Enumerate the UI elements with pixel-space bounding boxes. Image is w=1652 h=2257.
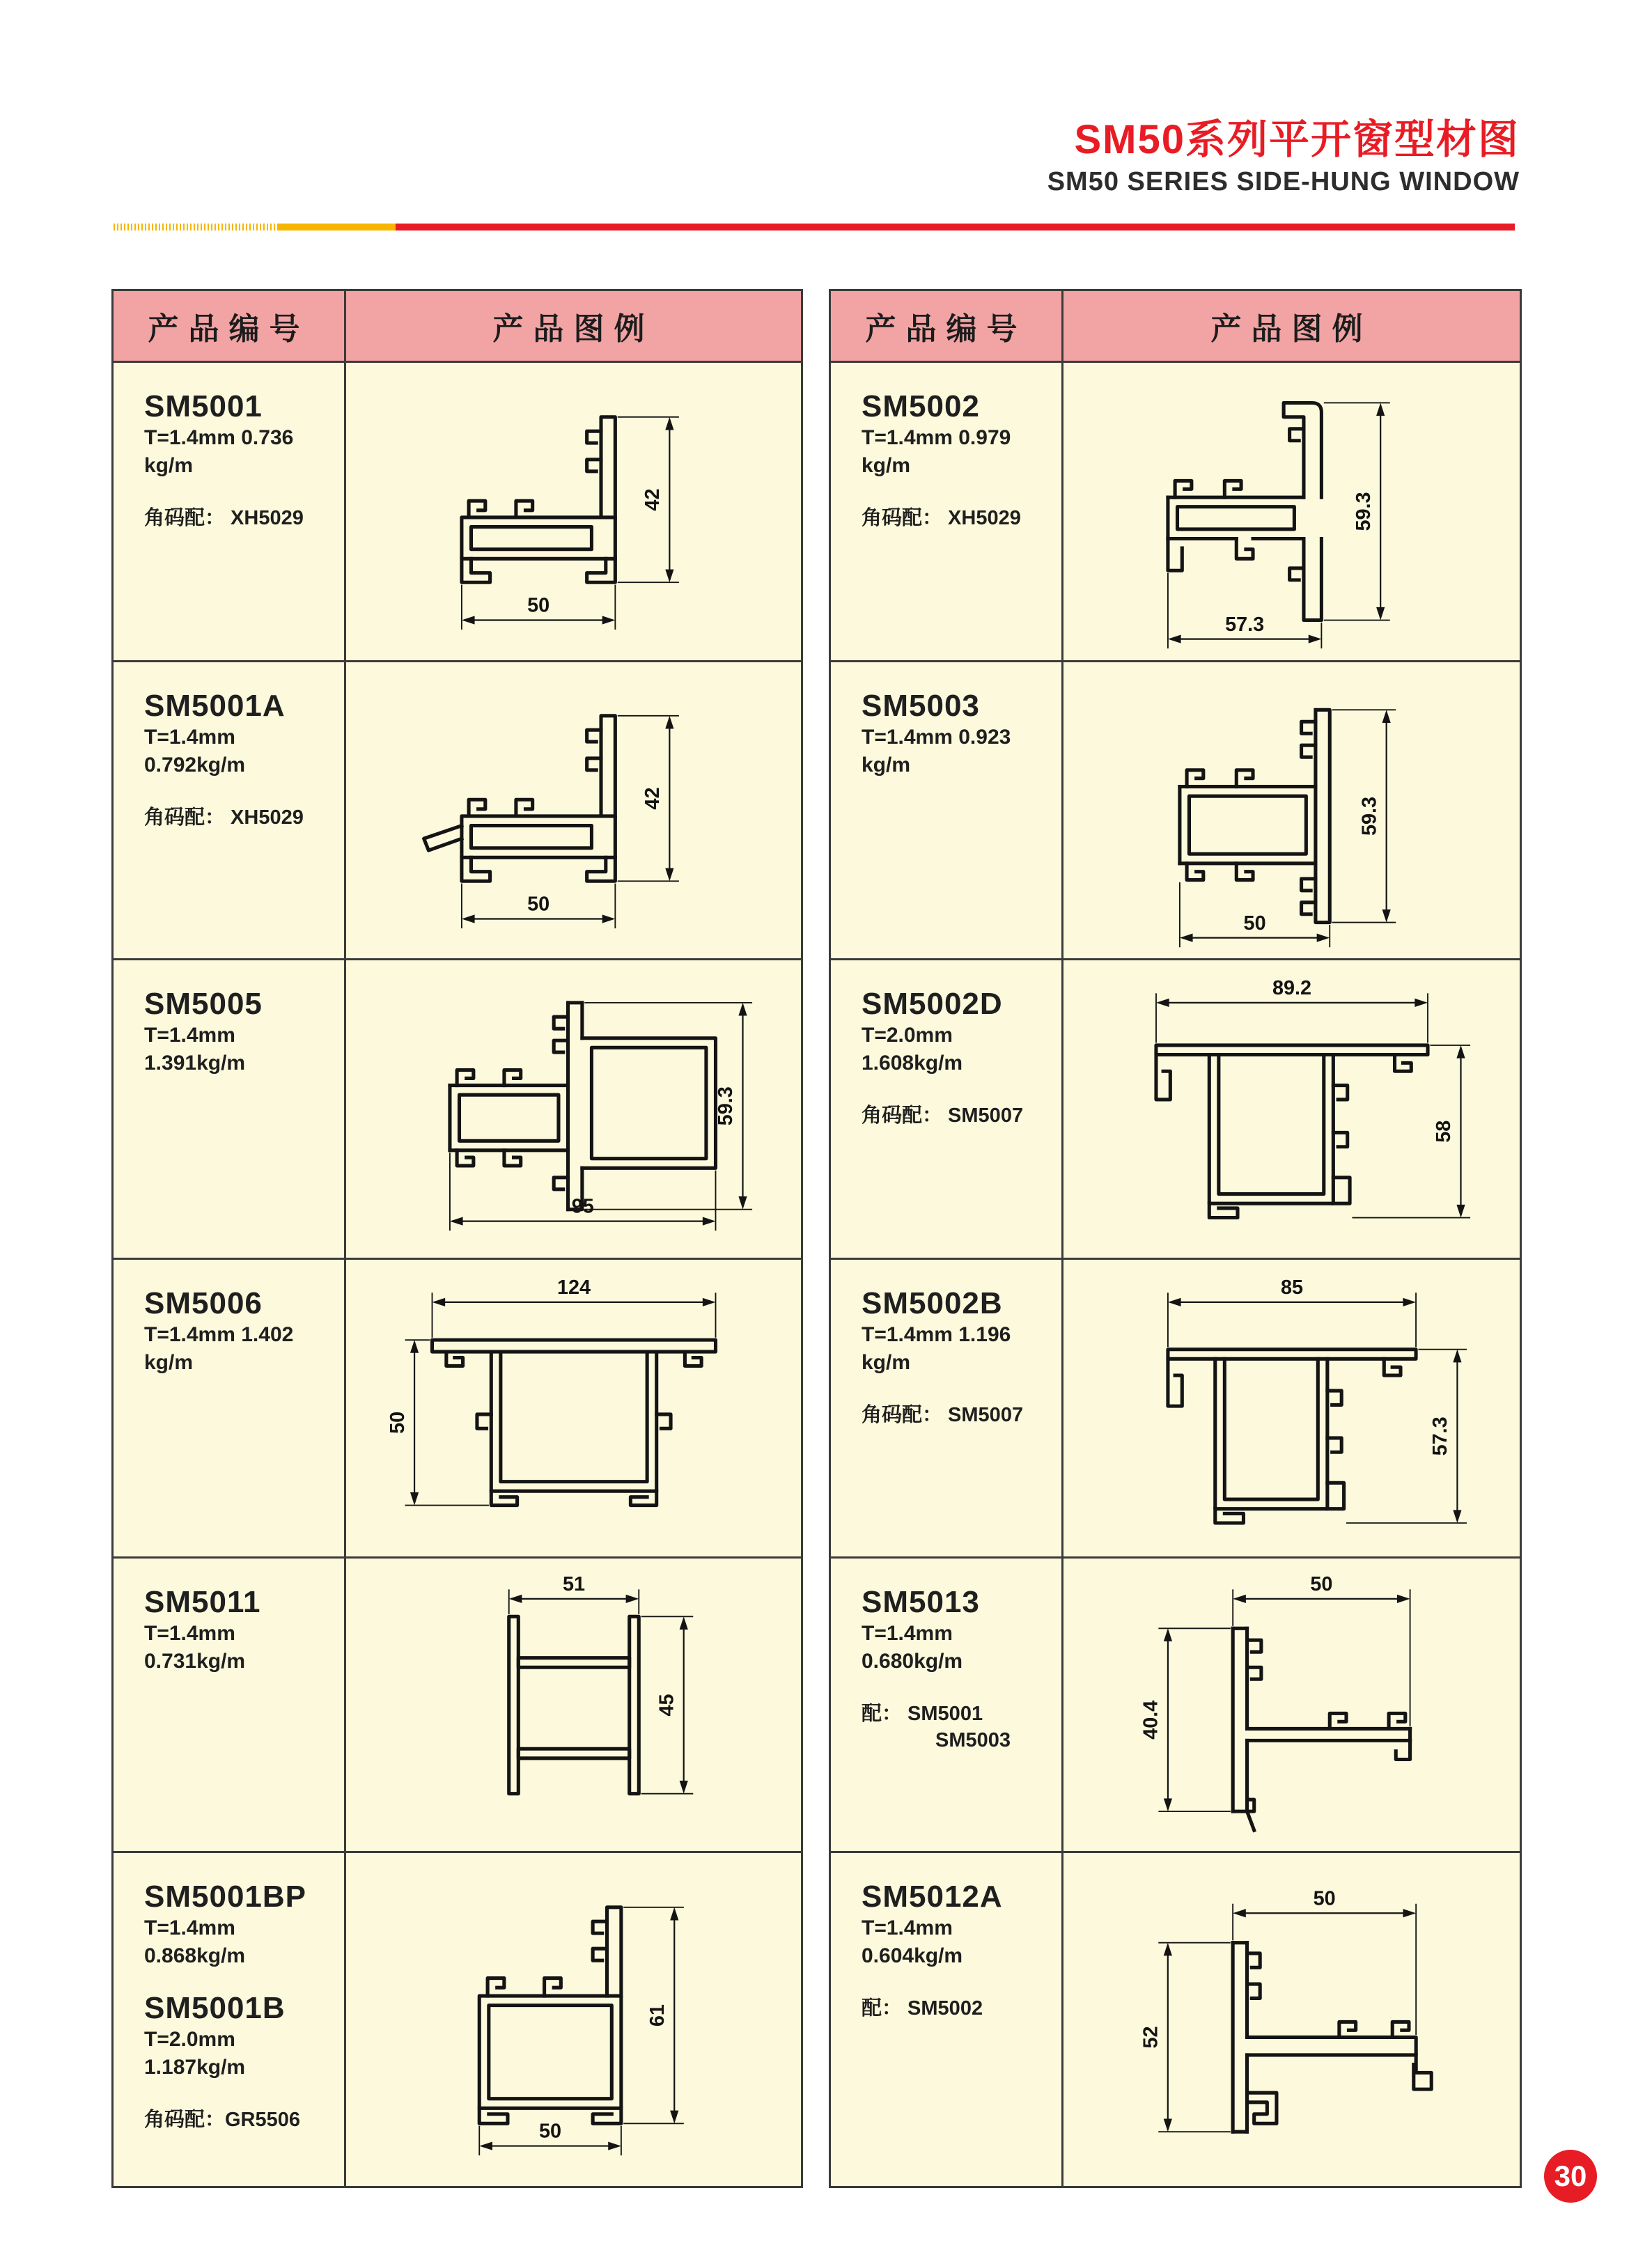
product-spec: T=1.4mm 1.391kg/m [144, 1024, 246, 1075]
striped-yellow-segment [114, 224, 277, 231]
profile-drawing-sm5001a [379, 669, 769, 952]
red-rule-segment [396, 224, 1515, 231]
height-dimension-label: 50 [386, 1411, 409, 1434]
table-row [831, 363, 1520, 662]
product-code: SM5011 [144, 1585, 261, 1619]
width-dimension-label: 89.2 [1272, 977, 1311, 1000]
product-info-cell [831, 363, 1063, 660]
product-info-cell [114, 1559, 346, 1851]
profile-drawing-sm5003 [1097, 669, 1487, 952]
width-dimension-label: 85 [1280, 1276, 1303, 1299]
solid-yellow-segment [277, 224, 396, 231]
decorative-bar [114, 224, 1515, 231]
product-code: SM5002 [862, 389, 980, 423]
product-code: SM5001BP [144, 1880, 307, 1914]
profile-drawing-sm5002 [1097, 370, 1487, 653]
product-illustration-cell [1063, 1260, 1520, 1556]
width-dimension-label: 124 [556, 1276, 591, 1299]
product-info-cell [114, 960, 346, 1258]
product-code: SM5013 [862, 1585, 980, 1619]
product-code: SM5012A [862, 1880, 1003, 1914]
product-info-cell [831, 1559, 1063, 1851]
product-spec: T=1.4mm 0.792kg/m [144, 726, 246, 776]
profile-drawing-sm5005 [379, 967, 769, 1251]
table-row [114, 363, 801, 662]
height-dimension-label: 40.4 [1139, 1700, 1162, 1740]
table-header-row [831, 291, 1520, 363]
product-match: 配： SM5001 [862, 1703, 983, 1725]
product-illustration-cell [1063, 363, 1520, 660]
product-table-left [111, 289, 803, 2188]
product-info-cell [114, 1260, 346, 1556]
profile-drawing-sm5001bp [379, 1867, 769, 2172]
product-spec: T=1.4mm 0.923 kg/m [862, 726, 1011, 776]
height-dimension-label: 57.3 [1428, 1416, 1451, 1455]
product-spec: T=1.4mm 0.868kg/m [144, 1916, 246, 1967]
page-header [1047, 118, 1520, 196]
height-dimension-label: 59.3 [1352, 492, 1375, 531]
profile-drawing-sm5002b [1097, 1267, 1487, 1550]
table-row [114, 1559, 801, 1853]
product-code: SM5003 [862, 689, 980, 723]
product-code: SM5001A [144, 689, 286, 723]
product-spec: T=1.4mm 0.604kg/m [862, 1916, 963, 1967]
product-info-cell [831, 1853, 1063, 2186]
product-info-cell [831, 960, 1063, 1258]
product-info-cell [831, 662, 1063, 958]
column-header-product-illustration: 产品图例 [492, 312, 655, 346]
width-dimension-label: 50 [527, 893, 550, 916]
product-info-cell [114, 662, 346, 958]
profile-drawing-sm5013 [1097, 1563, 1487, 1847]
height-dimension-label: 42 [641, 488, 664, 511]
height-dimension-label: 59.3 [1357, 796, 1380, 836]
product-match: SM5003 [935, 1729, 1011, 1751]
page-title-cn: SM50系列平开窗型材图 [1074, 117, 1520, 162]
product-code: SM5006 [144, 1286, 263, 1320]
product-code: SM5001 [144, 389, 263, 423]
profile-drawing-sm5001 [379, 370, 769, 653]
product-code: SM5002B [862, 1286, 1003, 1320]
product-match: 角码配： SM5007 [862, 1104, 1024, 1127]
height-dimension-label: 58 [1432, 1120, 1455, 1143]
product-info-cell [831, 1260, 1063, 1556]
product-info-cell [114, 1853, 346, 2186]
height-dimension-label: 59.3 [714, 1086, 737, 1126]
product-match: 角码配： SM5007 [862, 1404, 1024, 1426]
column-header-product-code: 产品编号 [114, 291, 346, 361]
product-table-right [829, 289, 1522, 2188]
table-row [831, 1853, 1520, 2186]
product-illustration-cell [346, 1260, 801, 1556]
product-match: 角码配： XH5029 [144, 507, 304, 529]
product-spec: T=1.4mm 0.731kg/m [144, 1622, 246, 1673]
product-spec: T=1.4mm 0.979 kg/m [862, 426, 1011, 477]
product-illustration-cell [346, 1559, 801, 1851]
product-illustration-cell [1063, 1559, 1520, 1851]
product-illustration-cell [346, 1853, 801, 2186]
table-row [114, 1853, 801, 2186]
product-match: 角码配： XH5029 [144, 806, 304, 829]
product-code: SM5001B [144, 1991, 286, 2025]
column-header-product-code: 产品编号 [831, 291, 1063, 361]
page-number: 30 [1554, 2160, 1587, 2192]
width-dimension-label: 50 [1243, 912, 1266, 935]
height-dimension-label: 61 [646, 2004, 669, 2027]
profile-drawing-sm5002d [1097, 967, 1487, 1251]
table-row [831, 960, 1520, 1260]
height-dimension-label: 45 [655, 1693, 678, 1717]
product-info-cell [114, 363, 346, 660]
width-dimension-label: 50 [538, 2120, 561, 2143]
profile-drawing-sm5012a [1097, 1867, 1487, 2172]
height-dimension-label: 42 [641, 787, 664, 810]
table-row [831, 1260, 1520, 1559]
product-illustration-cell [1063, 960, 1520, 1258]
table-row [831, 662, 1520, 960]
width-dimension-label: 50 [1313, 1887, 1336, 1910]
page-number-badge [1544, 2150, 1597, 2203]
width-dimension-label: 51 [562, 1572, 585, 1595]
product-illustration-cell [346, 662, 801, 958]
product-spec: T=1.4mm 0.736 kg/m [144, 426, 294, 477]
product-match: 角码配：GR5506 [144, 2109, 301, 2131]
page-title-en: SM50 SERIES SIDE-HUNG WINDOW [1047, 167, 1520, 196]
table-row [114, 662, 801, 960]
table-row [831, 1559, 1520, 1853]
product-illustration-cell [346, 960, 801, 1258]
product-code: SM5005 [144, 987, 263, 1021]
product-illustration-cell [1063, 1853, 1520, 2186]
product-spec: T=1.4mm 0.680kg/m [862, 1622, 963, 1673]
product-match: 角码配： XH5029 [862, 507, 1021, 529]
width-dimension-label: 50 [527, 594, 550, 617]
product-spec: T=2.0mm 1.187kg/m [144, 2028, 246, 2079]
height-dimension-label: 52 [1139, 2026, 1162, 2049]
product-illustration-cell [346, 363, 801, 660]
table-row [114, 1260, 801, 1559]
product-spec: T=1.4mm 1.196 kg/m [862, 1323, 1011, 1374]
product-spec: T=1.4mm 1.402 kg/m [144, 1323, 294, 1374]
width-dimension-label: 50 [1309, 1572, 1332, 1595]
product-match: 配： SM5002 [862, 1997, 983, 2020]
product-illustration-cell [1063, 662, 1520, 958]
width-dimension-label: 57.3 [1224, 613, 1264, 636]
width-dimension-label: 95 [571, 1195, 594, 1218]
product-spec: T=2.0mm 1.608kg/m [862, 1024, 963, 1075]
table-header-row [114, 291, 801, 363]
profile-drawing-sm5006 [379, 1267, 769, 1550]
profile-drawing-sm5011 [379, 1563, 769, 1847]
table-row [114, 960, 801, 1260]
column-header-product-illustration: 产品图例 [1210, 312, 1373, 346]
product-code: SM5002D [862, 987, 1003, 1021]
